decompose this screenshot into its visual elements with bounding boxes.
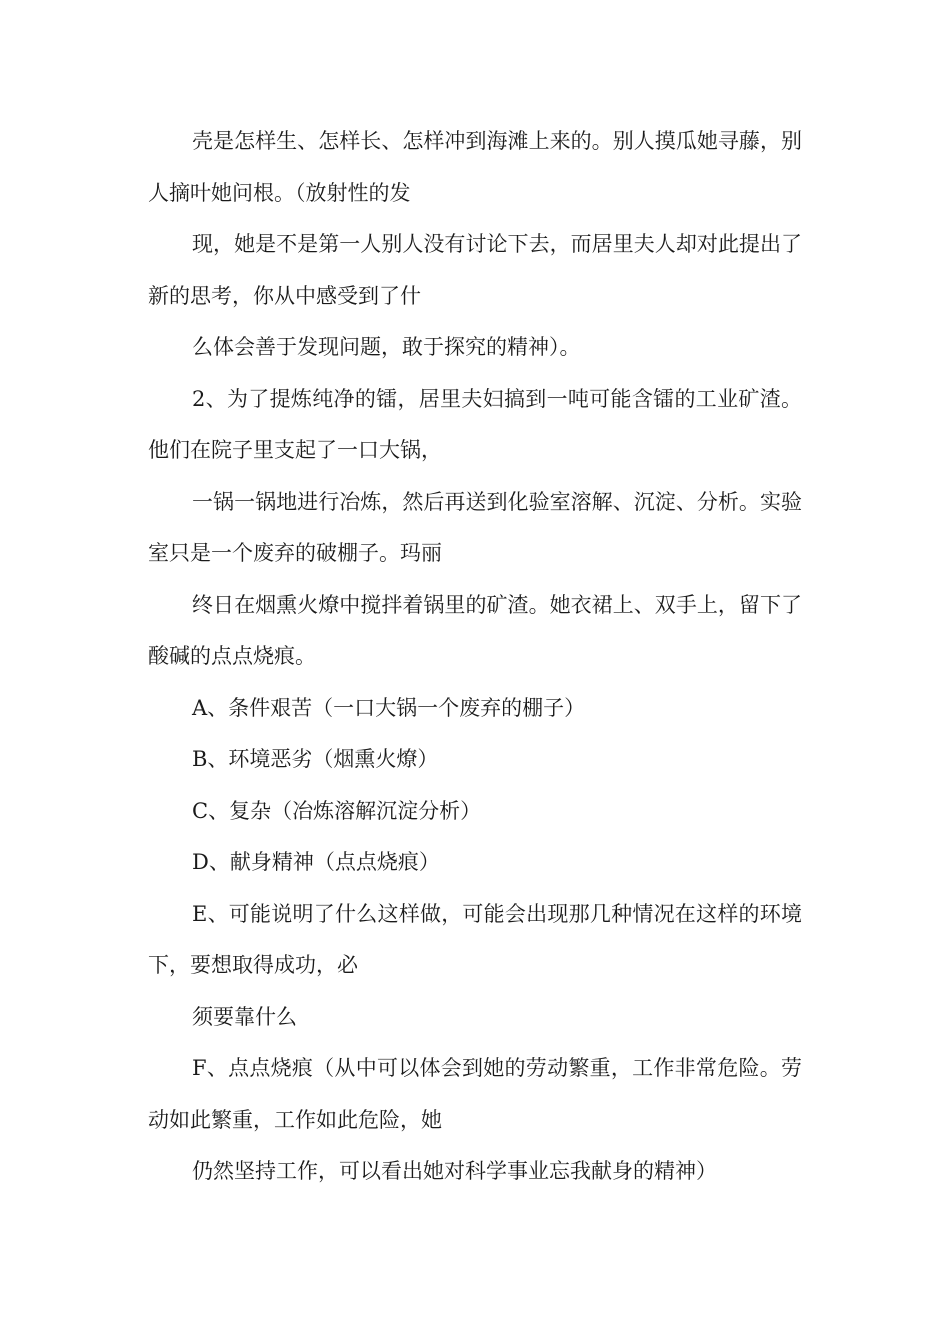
paragraph-6: 终日在烟熏火燎中搅拌着锅里的矿渣。她衣裙上、双手上，留下了酸碱的点点烧痕。 bbox=[148, 592, 802, 668]
paragraph-continuation: 须要靠什么 bbox=[192, 1004, 297, 1029]
paragraph-final: 仍然坚持工作，可以看出她对科学事业忘我献身的精神） bbox=[192, 1159, 717, 1183]
list-item-f: F、点点烧痕（从中可以体会到她的劳动繁重，工作非常危险。劳动如此繁重，工作如此危险，她 bbox=[148, 1056, 802, 1132]
list-item-e: E、可能说明了什么这样做，可能会出现那几种情况在这样的环境下，要想取得成功，必 bbox=[148, 901, 802, 977]
paragraph-1: 壳是怎样生、怎样长、怎样冲到海滩上来的。别人摸瓜她寻藤，别人摘叶她问根。（放射性的发 bbox=[148, 129, 802, 205]
paragraph-4: 2、为了提炼纯净的镭，居里夫妇搞到一吨可能含镭的工业矿渣。他们在院子里支起了一口大锅， bbox=[148, 386, 802, 462]
document-body bbox=[148, 116, 802, 1198]
paragraph-3: 么体会善于发现问题，敢于探究的精神）。 bbox=[192, 335, 581, 359]
list-item-c: C、复杂（冶炼溶解沉淀分析） bbox=[192, 798, 482, 823]
list-item-b: B、环境恶劣（烟熏火燎） bbox=[192, 747, 439, 771]
paragraph-2: 现，她是不是第一人别人没有讨论下去，而居里夫人却对此提出了新的思考，你从中感受到了什 bbox=[148, 232, 802, 308]
list-item-d: D、献身精神（点点烧痕） bbox=[192, 850, 440, 874]
list-item-a: A、条件艰苦（一口大锅一个废弃的棚子） bbox=[192, 695, 586, 720]
paragraph-5: 一锅一锅地进行冶炼，然后再送到化验室溶解、沉淀、分析。实验室只是一个废弃的破棚子。玛丽 bbox=[148, 489, 802, 565]
